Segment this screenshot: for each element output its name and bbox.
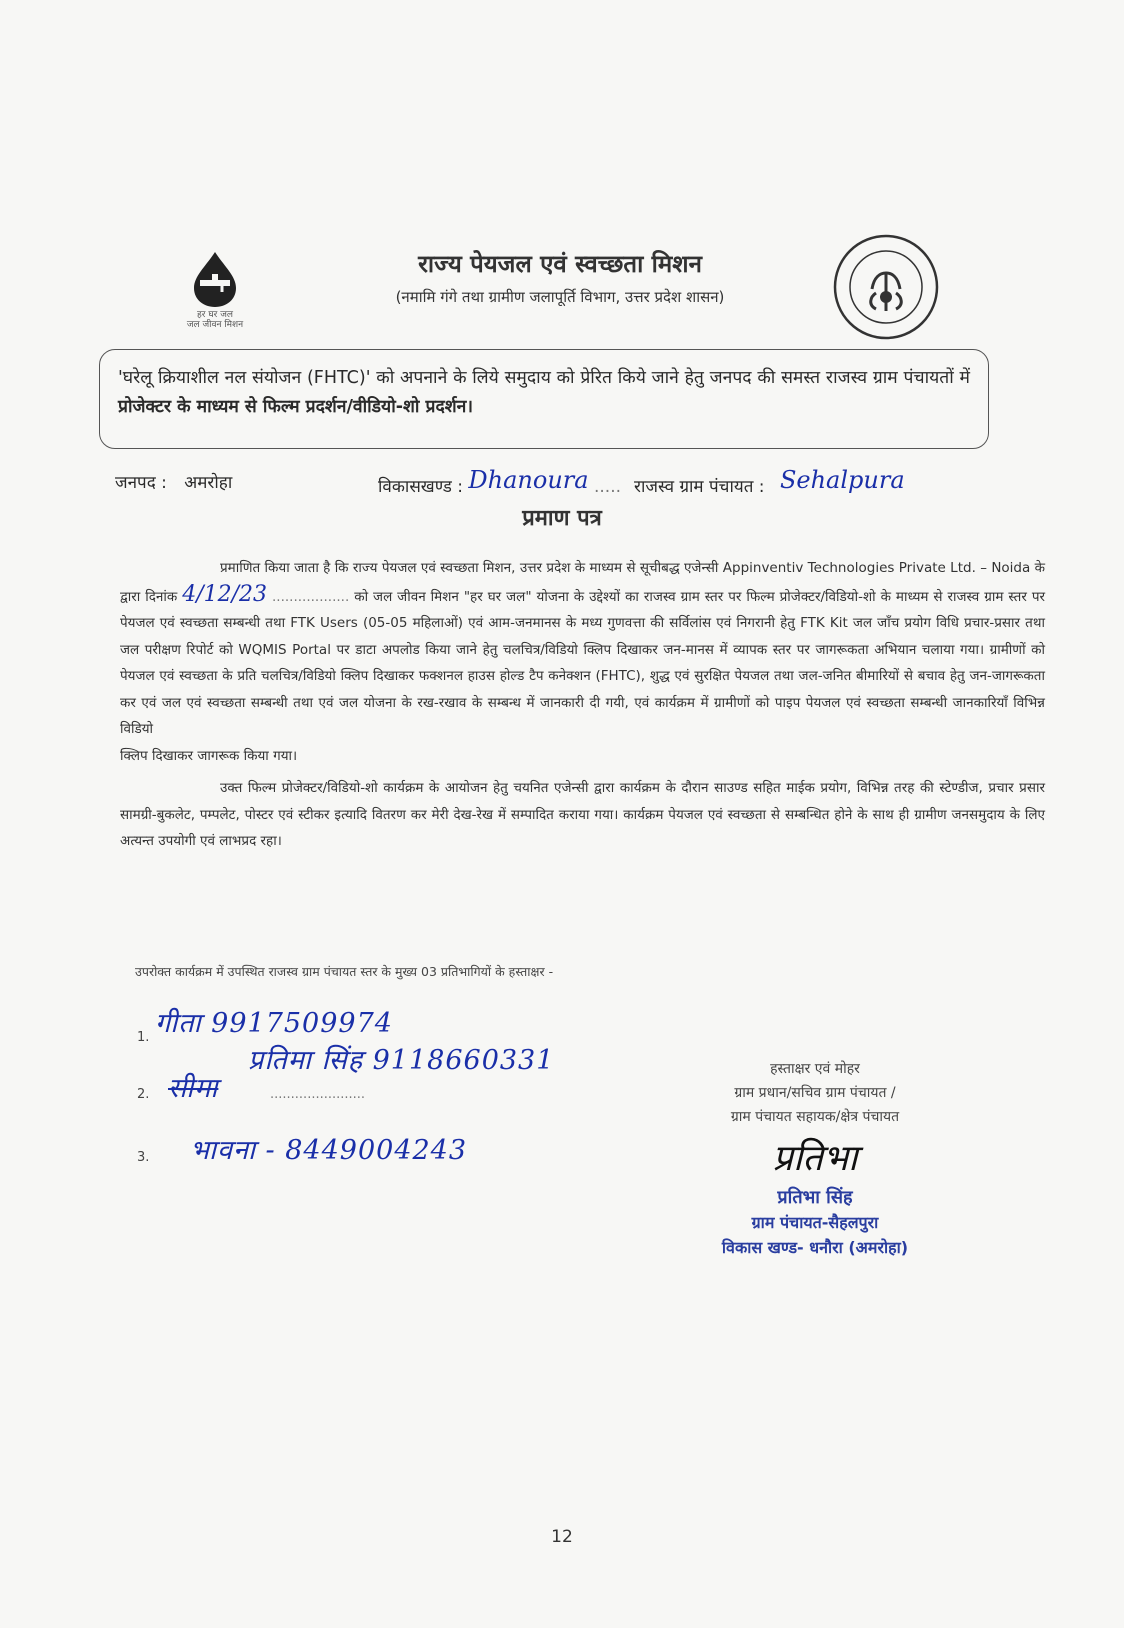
page-number: 12 (551, 1527, 573, 1547)
district-label: जनपद : (115, 473, 167, 493)
notice-text-bold: प्रोजेक्टर के माध्यम से फिल्म प्रदर्शन/वीडियो-शो प्रदर्शन। (118, 397, 474, 417)
para1-b: को जल जीवन मिशन "हर घर जल" योजना के उद्देश्यों का राजस्व ग्राम स्तर पर फिल्म प्रोजेक्टर/विडियो-शो के माध्यम से राजस्व ग्राम स्तर पर पेयजल एवं स्वच्छता सम्बन्धी तथा FTK Users (05-05 महिलाओं) एवं आम-जनमानस के मध्य गुणवत्ता की सर्विलांस एवं निगरानी हेतु FTK Kit जल जाँच प्रयोग विधि प्रचार-प्रसार तथा जल परीक्षण रिपोर्ट को WQMIS Portal पर डाटा अपलोड किया जाने हेतु चलचित्र/विडियो क्लिप दिखाकर जन-मानस में व्यापक स्तर पर जागरूकता अभियान चलाया गया। ग्रामीणों को पेयजल एवं स्वच्छता के प्रति चलचित्र/विडियो क्लिप दिखाकर फक्शनल हाउस होल्ड टैप कनेक्शन (FHTC), शुद्ध एवं सुरक्षित पेयजल तथा जल-जनित बीमारियों से बचाव हेतु जन-जागरूकता कर एवं जल एवं स्वच्छता सम्बन्धी तथा एवं जल योजना के रख-रखाव के सम्बन्ध में जानकारी दी गयी, एवं कार्यक्रम में ग्रामीणों को पाइप पेयजल एवं स्वच्छता सम्बन्धी जानकारियाँ विभिन्न विडियो (120, 588, 1046, 737)
participant-1-num: 1. (137, 1030, 150, 1045)
para1-a: प्रमाणित किया जाता है कि राज्य पेयजल एवं स्वच्छता मिशन, उत्तर प्रदेश के माध्यम से सूचीबद्ध एजेन्सी Appinventiv Technologies Private Ltd. – Noida के द्वारा दिनांक (120, 560, 1045, 605)
official-stamp (690, 1185, 940, 1260)
jal-jeevan-mission-logo (170, 250, 260, 340)
block-label: विकासखण्ड : (378, 477, 464, 497)
para2: उक्त फिल्म प्रोजेक्टर/विडियो-शो कार्यक्रम के आयोजन हेतु चयनित एजेन्सी द्वारा कार्यक्रम के दौरान साउण्ड सहित माईक प्रयोग, विभिन्न तरह की स्टेण्डीज, प्रचार प्रसार सामग्री-बुकलेट, पम्पलेट, पोस्टर एवं स्टीकर इत्यादि वितरण कर मेरी देख-रेख में सम्पादित कराया गया। कार्यक्रम पेयजल एवं स्वच्छता से सम्बन्धित होने के साथ ही ग्रामीण जनसमुदाय के लिए अत्यन्त उपयोगी एवं लाभप्रद रहा। (120, 780, 1045, 849)
stamp-line-2: ग्राम पंचायत-सैहलपुरा (751, 1213, 879, 1232)
logo-caption: हर घर जल (197, 310, 233, 320)
gram-panchayat-field (634, 466, 905, 498)
event-date: 4/12/23 (182, 581, 268, 607)
up-government-emblem (832, 233, 940, 341)
gp-value: Sehalpura (779, 466, 905, 494)
stamp-line-3: विकास खण्ड- धनौरा (अमरोहा) (721, 1238, 909, 1257)
officer-line-3: ग्राम पंचायत सहायक/क्षेत्र पंचायत (730, 1109, 900, 1125)
participant-1b-signature: प्रतिमा सिंह 9118660331 (248, 1045, 555, 1076)
up-emblem-icon (832, 233, 940, 341)
notice-box (99, 349, 989, 449)
officer-signature: प्रतिभा (772, 1138, 858, 1179)
certificate-title: प्रमाण पत्र (522, 506, 602, 531)
officer-line-2: ग्राम प्रधान/सचिव ग्राम पंचायत / (734, 1085, 896, 1101)
officer-block (690, 1057, 940, 1183)
block-field: विकासखण्ड : Dhanoura ..... (378, 466, 622, 497)
certificate-body: प्रमाणित किया जाता है कि राज्य पेयजल एवं स्वच्छता मिशन, उत्तर प्रदेश के माध्यम से सूचीबद्ध एजेन्सी Appinventiv Technologies Private Ltd. – Noida के द्वारा दिनांक 4/12/23 .................. को जल जीवन मिशन "हर घर जल" योजना के उद्देश्यों का राजस्व ग्राम स्तर पर फिल्म प्रोजेक्टर/विडियो-शो के माध्यम से राजस्व ग्राम स्तर पर पेयजल एवं स्वच्छता सम्बन्धी तथा FTK Users (05-05 महिलाओं) एवं आम-जनमानस के मध्य गुणवत्ता की सर्विलांस एवं निगरानी हेतु FTK Kit जल जाँच प्रयोग विधि प्रचार-प्रसार तथा जल परीक्षण रिपोर्ट को WQMIS Portal पर डाटा अपलोड किया जाने हेतु चलचित्र/विडियो क्लिप दिखाकर जन-मानस में व्यापक स्तर पर जागरूकता अभियान चलाया गया। ग्रामीणों को पेयजल एवं स्वच्छता के प्रति चलचित्र/विडियो क्लिप दिखाकर फक्शनल हाउस होल्ड टैप कनेक्शन (FHTC), शुद्ध एवं सुरक्षित पेयजल तथा जल-जनित बीमारियों से बचाव हेतु जन-जागरूकता कर एवं जल एवं स्वच्छता सम्बन्धी तथा एवं जल योजना के रख-रखाव के सम्बन्ध में जानकारी दी गयी, एवं कार्यक्रम में ग्रामीणों को पाइप पेयजल एवं स्वच्छता सम्बन्धी जानकारियाँ विभिन्न विडियो क्लिप दिखाकर जागरूक किया गया। उक्त फिल्म प्रोजेक्टर/विडियो-शो कार्यक्रम के आयोजन हेतु चयनित एजेन्सी द्वारा कार्यक्रम के दौरान साउण्ड सहित माईक प्रयोग, विभिन्न तरह की स्टेण्डीज, प्रचार प्रसार सामग्री-बुकलेट, पम्पलेट, पोस्टर एवं स्टीकर इत्यादि वितरण कर मेरी देख-रेख में सम्पादित कराया गया। कार्यक्रम पेयजल एवं स्वच्छता से सम्बन्धित होने के साथ ही ग्रामीण जनसमुदाय के लिए अत्यन्त उपयोगी एवं लाभप्रद रहा। (120, 555, 1045, 855)
district-value: अमरोहा (184, 473, 233, 493)
district-field (115, 470, 232, 493)
water-drop-icon (188, 250, 242, 308)
mission-subtitle: (नमामि गंगे तथा ग्रामीण जलापूर्ति विभाग, उत्तर प्रदेश शासन) (395, 288, 725, 306)
notice-text: 'घरेलू क्रियाशील नल संयोजन (FHTC)' को अपनाने के लिये समुदाय को प्रेरित किये जाने हेतु जनपद की समस्त राजस्व ग्राम पंचायतों में (118, 368, 970, 388)
mission-title: राज्य पेयजल एवं स्वच्छता मिशन (418, 250, 702, 278)
participant-3-num: 3. (137, 1150, 150, 1165)
logo-caption-2: जल जीवन मिशन (186, 320, 244, 330)
participants-label: उपरोक्त कार्यक्रम में उपस्थित राजस्व ग्राम पंचायत स्तर के मुख्य 03 प्रतिभागियों के हस्ताक्षर - (135, 964, 554, 979)
participant-2-num: 2. (137, 1087, 150, 1102)
stamp-name: प्रतिभा सिंह (777, 1187, 853, 1208)
participant-2-signature: सीमा (168, 1073, 219, 1104)
para1-c: क्लिप दिखाकर जागरूक किया गया। (120, 747, 298, 764)
officer-line-1: हस्ताक्षर एवं मोहर (770, 1061, 860, 1077)
gp-label: राजस्व ग्राम पंचायत : (634, 477, 765, 497)
block-value: Dhanoura (468, 466, 589, 494)
participant-1-signature: गीता 9917509974 (155, 1008, 393, 1039)
participant-3-signature: भावना - 8449004243 (190, 1135, 468, 1166)
